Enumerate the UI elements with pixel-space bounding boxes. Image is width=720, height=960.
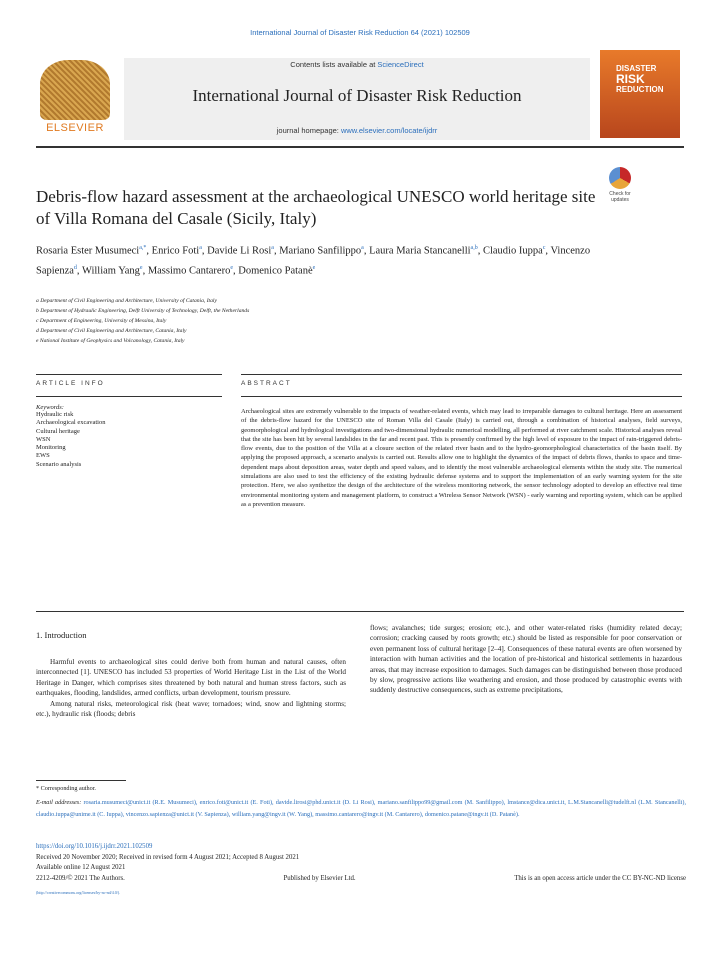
doi-link[interactable]: https://doi.org/10.1016/j.ijdrr.2021.102509 <box>36 843 153 850</box>
section-heading-introduction: 1. Introduction <box>36 630 87 640</box>
author-name[interactable]: Claudio Iuppa <box>482 245 543 257</box>
author-name[interactable]: Davide Li Rosi <box>207 245 272 257</box>
journal-homepage <box>124 126 590 135</box>
affiliation: b Department of Hydraulic Engineering, Delft University of Technology, Delft, the Netherlands <box>36 308 250 314</box>
author-affiliation-marker[interactable]: a <box>199 245 202 251</box>
affiliation: a Department of Civil Engineering and Architecture, University of Catania, Italy <box>36 298 217 304</box>
keywords-list <box>36 411 105 469</box>
cover-line-2: RISK <box>616 72 645 86</box>
license-line <box>36 874 686 885</box>
publisher-name: ELSEVIER <box>46 122 104 134</box>
keyword: Monitoring <box>36 444 66 452</box>
check-for-updates-button[interactable] <box>602 167 638 201</box>
keyword: WSN <box>36 435 51 443</box>
elsevier-logo <box>36 60 114 138</box>
article-info-rule-top <box>36 374 222 375</box>
keyword: EWS <box>36 452 50 460</box>
author-affiliation-marker[interactable]: a,* <box>139 245 147 251</box>
keyword: Cultural heritage <box>36 427 80 435</box>
keyword: Archaeological excavation <box>36 419 106 427</box>
affiliation: c Department of Engineering, University of Messina, Italy <box>36 318 167 324</box>
received-dates: Received 20 November 2020; Received in revised form 4 August 2021; Accepted 8 August 2021 <box>36 853 300 861</box>
body-column-right <box>370 623 682 696</box>
author-name[interactable]: Laura Maria Stancanelli <box>369 245 471 257</box>
author-name[interactable]: Massimo Cantarero <box>147 265 231 276</box>
check-updates-label: Check for updates <box>609 191 631 203</box>
paper-title: Debris-flow hazard assessment at the archaeological UNESCO world heritage site of Villa Romana del Casale (Sicily, Italy) <box>36 187 596 228</box>
author-name[interactable]: Enrico Foti <box>151 245 200 257</box>
publication-info <box>36 842 686 884</box>
journal-header-box <box>124 58 590 140</box>
keyword: Hydraulic risk <box>36 411 74 418</box>
header-rule <box>36 146 684 148</box>
author-name[interactable]: Vincenzo Sapienza <box>36 245 591 276</box>
contents-line <box>124 60 590 69</box>
author-list: Rosaria Ester Musumeci$^{a,*}$, Enrico Foti$^a$, Davide Li Rosi$^a$, Mariano Sanfilippo$^a$, Laura Maria Stancanelli$^{a,b}$, Claudio Iuppa$^c$, Vincenzo Sapienza$^d$, William Yang$^e$, Massimo Cantarero$^e$, Domenico Patanè$^e$ <box>36 245 591 276</box>
check-updates-icon <box>609 167 631 189</box>
author-affiliation-marker[interactable]: a,b <box>470 245 478 251</box>
author-affiliation-marker[interactable]: e <box>139 264 143 271</box>
abstract-bottom-rule <box>36 611 684 612</box>
author-affiliation-marker[interactable]: a <box>271 245 274 251</box>
abstract-heading: ABSTRACT <box>241 380 292 387</box>
body-column-left <box>36 657 346 719</box>
author-emails <box>36 797 686 820</box>
keywords-label: Keywords: <box>36 404 64 411</box>
author-affiliation-marker[interactable]: c <box>542 245 546 251</box>
sciencedirect-link[interactable]: ScienceDirect <box>377 60 424 69</box>
author-affiliation-marker[interactable]: e <box>312 264 316 271</box>
cover-title <box>616 64 664 94</box>
intro-paragraph-2: Among natural risks, meteorological risk (heat wave; tornadoes; wind, snow and lightning storms; etc.), hydraulic risk (floods; debris <box>36 699 346 719</box>
homepage-link[interactable]: www.elsevier.com/locate/ijdrr <box>340 126 438 135</box>
author-affiliation-marker[interactable]: e <box>230 264 234 271</box>
affiliation-list <box>36 296 636 346</box>
cover-line-3: REDUCTION <box>616 85 664 94</box>
author-name[interactable]: Domenico Patanè <box>238 265 313 276</box>
license-part: 2212-4209/© 2021 The Authors. <box>36 874 125 882</box>
author-name[interactable]: William Yang <box>81 265 140 276</box>
license-part: This is an open access article under the CC BY-NC-ND license <box>514 874 686 882</box>
homepage-prefix: journal homepage: <box>276 126 341 135</box>
affiliation: e National Institute of Geophysics and Volcanology, Catania, Italy <box>36 338 185 344</box>
abstract-rule <box>241 396 682 397</box>
corresponding-author-note: * Corresponding author. <box>36 785 96 792</box>
author-affiliation-marker[interactable]: a <box>361 245 364 251</box>
article-info-heading: ARTICLE INFO <box>36 380 105 387</box>
email-links[interactable]: rosaria.musumeci@unict.it (R.E. Musumeci), enrico.foti@unict.it (E. Foti), davide.lirosi@phd.unict.it (D. Li Rosi), mariano.sanfilippo99@gmail.com (M. Sanfilippo), lmstance@dica.unict.it, L.M.Stancanelli@tudelft.nl (L.M. Stancanelli), claudio.iuppa@unime.it (C. Iuppa), vincenzo.sapienza@unict.it (V. Sapienza), william.yang@ingv.it (W. Yang), massimo.cantarero@ingv.it (M. Cantarero), domenico.patane@ingv.it (D. Patanè). <box>36 799 687 818</box>
article-info-rule <box>36 396 222 397</box>
intro-paragraph-1: Harmful events to archaeological sites could derive both from human and natural causes, often interconnected [1]. UNESCO has included 53 properties of World Heritage List in the List of the World Heritage in Danger, which comprises sites threatened by both natural and human stress factors, such as earthquakes, flooding, landslides, armed conflicts, urban development, tourism pressure. <box>36 658 346 698</box>
elsevier-tree-icon <box>40 60 110 120</box>
journal-cover-thumbnail <box>600 50 680 138</box>
license-part: Published by Elsevier Ltd. <box>283 874 356 882</box>
emails-label: E-mail addresses: <box>36 799 84 806</box>
author-name[interactable]: Rosaria Ester Musumeci <box>36 245 140 257</box>
journal-title: International Journal of Disaster Risk Reduction <box>192 86 522 105</box>
license-link[interactable]: (http://creativecommons.org/licenses/by-nc-nd/4.0/). <box>36 890 121 895</box>
cover-line-1: DISASTER <box>616 64 657 73</box>
abstract-text: Archaeological sites are extremely vulnerable to the impacts of weather-related events, which may lead to irreparable damages to cultural heritage. Here an assessment of the debris-flow hazard for the UNESCO site of Roman Villa del Casale (Italy) is carried out, through a combination of historical analyses, field surveys, geomorphological and hydrological investigations and two-dimensional hydraulic numerical modelling, all performed at river catchment scale. Historical analyses reveal that the site has been hit by several landslides in the far and recent past. This is presently confirmed by the high level of exposure to the impact of rain-triggered debris-flow events, due to the position of the Villa at a closure section of the related river basin and to the hydro-geomorphological characteristics of the basin itself. By applying the proposed approach, a scenario analysis is carried out. Results allow one to highlight the dynamics of the impact of debris flows, thanks to space and time-dependent maps about deposition areas, water depth and speed values, and to identify the most vulnerable archaeological elements within the study site. The numerical simulations are also used to test the efficiency of the existing hydraulic defense systems and to support the implementation of an early warning system for the site protection. Here, we also synthetize the design of the architecture of the wireless monitoring network, the sensor technology adopted to develop an effective real time environmental monitoring system and management platform, to construct a Wireless Sensor Network (WSN) - early warning and reporting system, which can be applied as a prevention measure. <box>241 408 682 508</box>
journal-reference[interactable]: International Journal of Disaster Risk Reduction 64 (2021) 102509 <box>250 28 470 37</box>
affiliation: d Department of Civil Engineering and Architecture, Catania, Italy <box>36 328 187 334</box>
available-online: Available online 12 August 2021 <box>36 864 126 871</box>
author-name[interactable]: Mariano Sanfilippo <box>279 245 362 257</box>
footnote-rule <box>36 780 126 781</box>
contents-prefix: Contents lists available at <box>290 60 378 69</box>
keyword: Scenario analysis <box>36 460 82 468</box>
author-affiliation-marker[interactable]: d <box>73 264 77 271</box>
abstract-rule-top <box>241 374 682 375</box>
intro-paragraph-3: flows; avalanches; tide surges; erosion; etc.), and other water-related risks (humidity related decay; corrosion; cracking caused by roots growth; etc.) should be listed as responsible for poor conservation or even permanent loss of cultural heritage [2–4]. Consequences of these natural events are often worsened by interaction with human activities and the location of pre-historical and historical settlements in hazardous areas, that may increase exposition to damages. Such damages can be distinguished between those produced by slow, progressive actions like weathering and erosion, and those produced by catastrophic events with suddenly destructive consequences, such as extreme precipitations, <box>370 624 682 695</box>
